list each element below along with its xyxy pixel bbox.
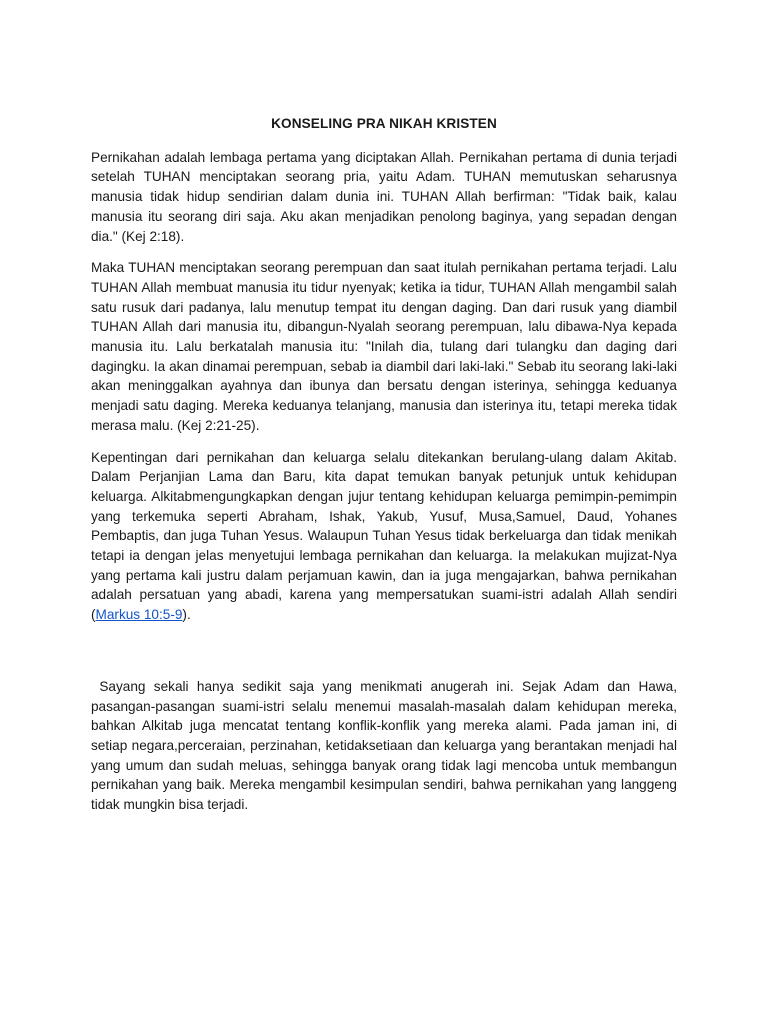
- document-title: KONSELING PRA NIKAH KRISTEN: [271, 116, 497, 131]
- paragraph: Maka TUHAN menciptakan seorang perempuan dan saat itulah pernikahan pertama terjadi. Lalu TUHAN Allah membuat manusia itu tidur nyenyak; ketika ia tidur, TUHAN Allah mengambil salah satu rusuk dari padanya, lalu menutup tempat itu dengan daging. Dan dari rusuk yang diambil TUHAN Allah dari manusia itu, dibangun-Nyalah seorang perempuan, lalu dibawa-Nya kepada manusia itu. Lalu berkatalah manusia itu: "Inilah dia, tulang dari tulangku dan daging dari dagingku. Ia akan dinamai perempuan, sebab ia diambil dari laki-laki." Sebab itu seorang laki-laki akan meninggalkan ayahnya dan ibunya dan bersatu dengan isterinya, sehingga keduanya menjadi satu daging. Mereka keduanya telanjang, manusia dan isterinya itu, tetapi mereka tidak merasa malu. (Kej 2:21-25).: [91, 260, 677, 433]
- paragraph: [91, 448, 677, 625]
- document-body: [91, 114, 681, 827]
- blank-space: [91, 637, 677, 677]
- scripture-link[interactable]: Markus 10:5-9: [95, 607, 183, 623]
- paragraph: Sayang sekali hanya sedikit saja yang menikmati anugerah ini. Sejak Adam dan Hawa, pasangan-pasangan suami-istri selalu menemui masalah-masalah dalam kehidupan mereka, bahkan Alkitab juga mencatat tentang konflik-konflik yang mereka alami. Pada jaman ini, di setiap negara,perceraian, perzinahan, ketidaksetiaan dan keluarga yang berantakan menjadi hal yang umum dan sudah meluas, sehingga banyak orang tidak lagi mencoba untuk membangun pernikahan yang baik. Mereka mengambil kesimpulan sendiri, bahwa pernikahan yang langgeng tidak mungkin bisa terjadi.: [91, 678, 681, 813]
- paragraph-text: Kepentingan dari pernikahan dan keluarga selalu ditekankan berulang-ulang dalam Akitab. Dalam Perjanjian Lama dan Baru, kita dapat temukan banyak petunjuk untuk kehidupan keluarga. Alkitabmengungkapkan dengan jujur tentang kehidupan keluarga pemimpin-pemimpin yang terkemuka seperti Abraham, Ishak, Yakub, Yusuf, Musa,Samuel, Daud, Yohanes Pembaptis, dan juga Tuhan Yesus. Walaupun Tuhan Yesus tidak berkeluarga dan tidak menikah tetapi ia dengan jelas menyetujui lembaga pernikahan dan keluarga. Ia melakukan mujizat-Nya yang pertama kali justru dalam perjamuan kawin, dan ia juga mengajarkan, bahwa pernikahan adalah persatuan yang abadi, karena yang mempersatukan suami-istri adalah Allah sendiri (: [91, 449, 677, 623]
- paragraph-text: ).: [182, 607, 191, 623]
- paragraph: Pernikahan adalah lembaga pertama yang diciptakan Allah. Pernikahan pertama di dunia terjadi setelah TUHAN menciptakan seorang pria, yaitu Adam. TUHAN memutuskan seharusnya manusia tidak hidup sendirian dalam dunia ini. TUHAN Allah berfirman: "Tidak baik, kalau manusia itu seorang diri saja. Aku akan menjadikan penolong baginya, yang sepadan dengan dia." (Kej 2:18).: [91, 149, 677, 244]
